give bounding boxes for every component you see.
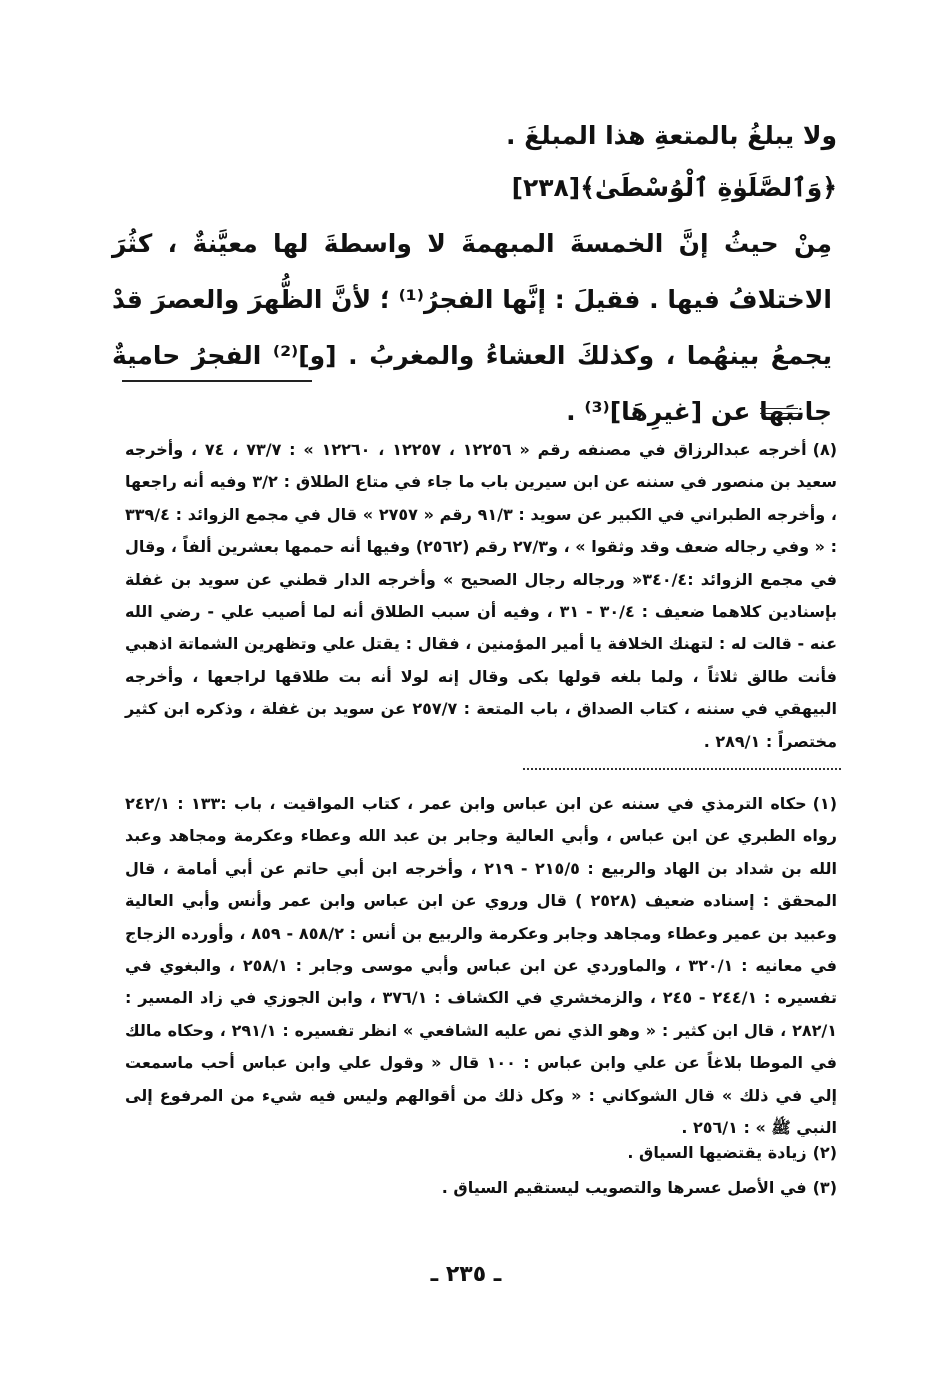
footnote-number: (٢) xyxy=(812,1143,837,1162)
footnote-text: زيادة يقتضيها السياق . xyxy=(627,1143,807,1162)
main-paragraph-text: مِنْ حيثُ إنَّ الخمسةَ المبهمةَ لا واسطةَ لها معيَّنةٌ ، كثُرَ الاختلافُ فيها . فقيلَ : إنَّها الفجرُ⁽¹⁾ ؛ لأنَّ الظُّهرَ والعصرَ قدْ يجمعُ بينهُما ، وكذلكَ العشاءُ والمغربُ . [و]⁽²⁾ الفجرُ حاميةٌ جانبَها عن [غيرِهَا]⁽³⁾ . xyxy=(112,229,832,426)
footnote-block-3 xyxy=(125,1172,837,1204)
footnote-block-1 xyxy=(125,788,837,1144)
quran-verse-heading: ﴿وَٱلصَّلَوٰةِ ٱلْوُسْطَىٰ﴾[٢٣٨] xyxy=(511,173,837,202)
footnote-number: (٣) xyxy=(812,1178,837,1197)
main-text-end-rule xyxy=(122,380,312,382)
page-number: ـ ٢٣٥ ـ xyxy=(430,1262,502,1287)
footnote-8 xyxy=(125,434,837,758)
main-paragraph xyxy=(112,216,832,440)
footnote-number: (١) xyxy=(812,794,837,813)
footnote-number: (٨) xyxy=(812,440,838,459)
footnote-block-2 xyxy=(125,1137,837,1169)
footnote-2 xyxy=(125,1137,837,1169)
footnote-3 xyxy=(125,1172,837,1204)
footnote-text: في الأصل عسرها والتصويب ليستقيم السياق . xyxy=(441,1178,807,1197)
footnote-continued xyxy=(125,434,837,758)
footnote-text: أخرجه عبدالرزاق في مصنفه رقم « ١٢٢٥٦ ، ١٢٢٥٧ ، ١٢٢٦٠ » : ٧٣/٧ ، ٧٤ ، وأخرجه سعيد بن منصور في سننه عن ابن سيرين باب ما جاء في متاع الطلاق : ٣/٢ وفيه أنه راجعها ، وأخرجه الطبراني في الكبير عن سويد : ٩١/٣ رقم « ٢٧٥٧ » قال في مجمع الزوائد : ٣٣٩/٤ : « وفي رجاله ضعف وقد وثقوا » ، و٢٧/٣ رقم (٢٥٦٢) وفيها أنه حممها بعشرين ألفاً ، وقال في مجمع الزوائد :٣٤٠/٤« ورجاله رجال الصحيح » وأخرجه الدار قطني عن سويد بن غفلة بإسنادين كلاهما ضعيف : ٣٠/٤ - ٣١ ، وفيه أن سبب الطلاق أنه لما أصيب علي - رضي الله عنه - قالت له : لتهنك الخلافة يا أمير المؤمنين ، فقال : يقتل علي وتظهرين الشماتة اذهبي فأنت طالق ثلاثاً ، ولما بلغه قولها بكى وقال إنه لولا أنه بت طلاقها لراجعها ، وأخرجه البيهقي في سننه ، كتاب الصداق ، باب المتعة : ٢٥٧/٧ عن سويد بن غفلة ، وذكره ابن كثير مختصراً : ٢٨٩/١ . xyxy=(125,440,838,751)
footnote-separator-double-rule xyxy=(760,408,798,414)
footnote-1 xyxy=(125,788,837,1144)
main-text-line-1: ولا يبلغُ بالمتعةِ هذا المبلغَ . xyxy=(506,121,837,150)
footnote-text: حكاه الترمذي في سننه عن ابن عباس وابن عمر ، كتاب المواقيت ، باب :١٣٣ : ٢٤٢/١ رواه الطبري عن ابن عباس ، وأبي العالية وجابر بن عبد الله وعطاء وعكرمة ومجاهد وعبد الله بن شداد بن الهاد والربيع : ٢١٥/٥ - ٢١٩ ، وأخرجه ابن أبي حاتم عن أبي أمامة ، قال المحقق : إسناده ضعيف (٢٥٢٨ ) قال وروي عن ابن عباس وابن عمر وأنس وأبي العالية وعبيد بن عمير وعطاء ومجاهد وجابر وعكرمة والربيع بن أنس : ٨٥٨/٢ - ٨٥٩ ، وأورده الزجاج في معانيه : ٣٢٠/١ ، والماوردي عن ابن عباس وأبي موسى وجابر : ٢٥٨/١ ، والبغوي في تفسيره : ٢٤٤/١ - ٢٤٥ ، والزمخشري في الكشاف : ٣٧٦/١ ، وابن الجوزي في زاد المسير : ٢٨٢/١ ، قال ابن كثير : « وهو الذي نص عليه الشافعي » انظر تفسيره : ٢٩١/١ ، وحكاه مالك في الموطا بلاغاً عن علي وابن عباس : ١٠٠ قال « وقول علي وابن عباس أحب ماسمعت إلي في ذلك » قال الشوكاني : « وكل ذلك من أقوالهم وليس فيه شيء من المرفوع إلى النبي ﷺ » : ٢٥٦/١ . xyxy=(125,794,838,1138)
footnote-dotted-separator xyxy=(523,768,841,770)
